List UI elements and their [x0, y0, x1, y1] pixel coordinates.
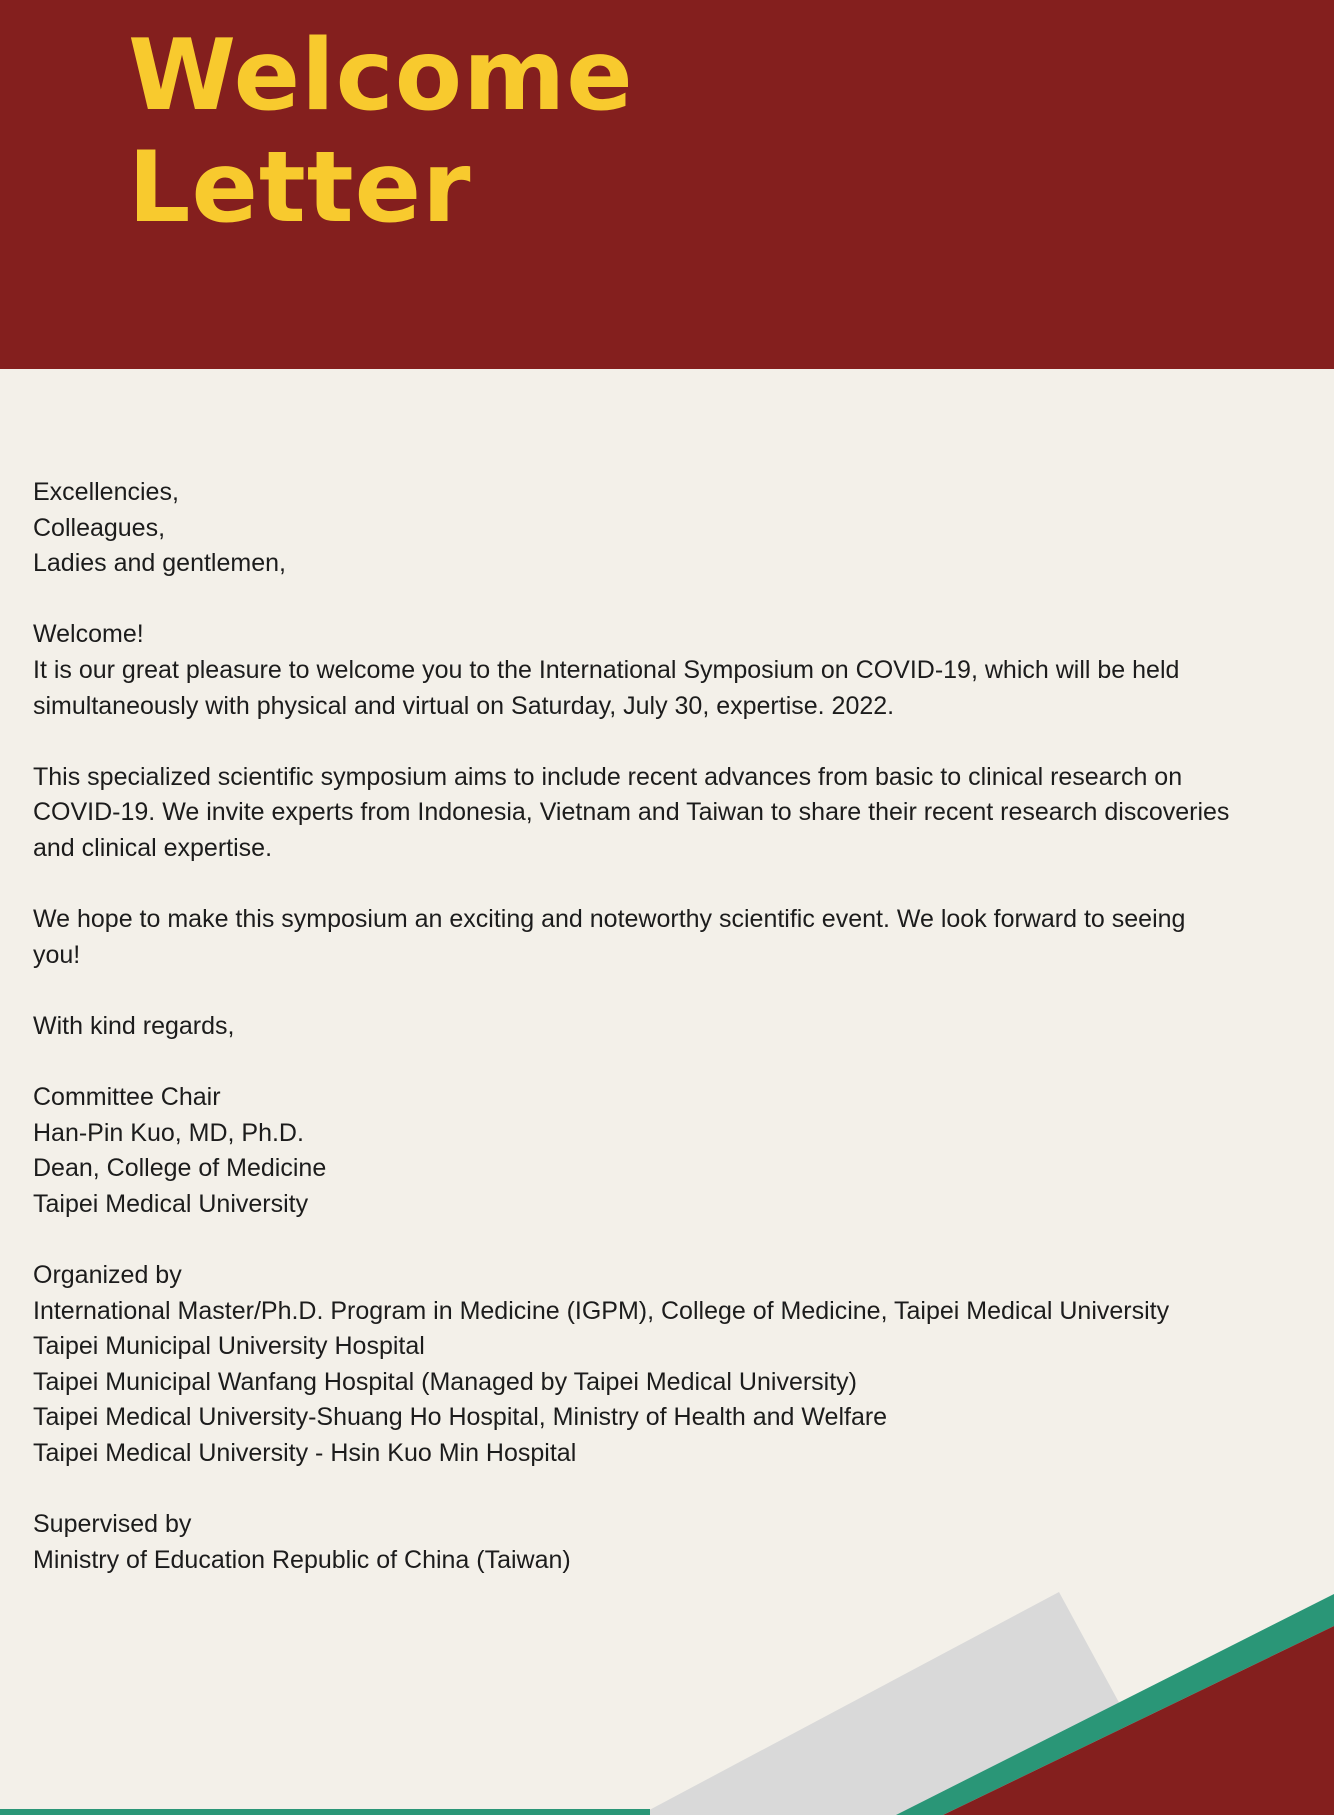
header-banner: [0, 0, 1334, 369]
closing-line: With kind regards,: [33, 1011, 235, 1040]
page-title: [128, 20, 634, 244]
salutation-line: Excellencies,: [33, 478, 179, 506]
title-line-1: Welcome: [128, 19, 634, 133]
aims-paragraph: [33, 760, 1303, 867]
intro-line: simultaneously with physical and virtual on Saturday, July 30, expertise. 2022.: [33, 691, 895, 720]
signature-line: Taipei Medical University: [33, 1189, 309, 1218]
aims-line: COVID-19. We invite experts from Indonesia, Vietnam and Taiwan to share their recent research discoveries: [33, 798, 1230, 827]
signature-block: [33, 1080, 1303, 1222]
organizer-item: Taipei Medical University-Shuang Ho Hospital, Ministry of Health and Welfare: [33, 1403, 888, 1432]
organizer-item: International Master/Ph.D. Program in Medicine (IGPM), College of Medicine, Taipei Medical University: [33, 1296, 1170, 1325]
green-stripe-shape: [896, 1594, 1334, 1815]
welcome-paragraph: [33, 617, 1303, 724]
red-corner-shape: [943, 1626, 1334, 1815]
welcome-line: Welcome!: [33, 620, 144, 649]
signature-line: Han-Pin Kuo, MD, Ph.D.: [33, 1118, 304, 1147]
hope-line: We hope to make this symposium an exciting and noteworthy scientific event. We look forward to seeing: [33, 905, 1186, 934]
supervised-heading: Supervised by: [33, 1510, 192, 1539]
organizer-item: Taipei Municipal Wanfang Hospital (Managed by Taipei Medical University): [33, 1367, 857, 1396]
signature-line: Dean, College of Medicine: [33, 1154, 327, 1183]
hope-paragraph: [33, 902, 1303, 973]
closing-block: [33, 1009, 1303, 1045]
green-bottom-line: [0, 1809, 650, 1815]
salutation-line: Colleagues,: [33, 513, 166, 542]
organized-heading: Organized by: [33, 1261, 182, 1290]
letter-body: [33, 475, 1303, 1614]
aims-line: and clinical expertise.: [33, 833, 273, 862]
aims-line: This specialized scientific symposium aims to include recent advances from basic to clinical research on: [33, 762, 1183, 791]
supervisor-item: Ministry of Education Republic of China (Taiwan): [33, 1545, 571, 1574]
salutation-block: [33, 475, 1303, 582]
organizers-block: [33, 1258, 1303, 1472]
gray-ribbon-shape: [640, 1592, 1122, 1815]
hope-line: you!: [33, 940, 81, 969]
organizer-item: Taipei Municipal University Hospital: [33, 1332, 425, 1361]
title-line-2: Letter: [128, 131, 472, 245]
organizer-item: Taipei Medical University - Hsin Kuo Min Hospital: [33, 1439, 577, 1468]
salutation-line: Ladies and gentlemen,: [33, 549, 286, 578]
signature-line: Committee Chair: [33, 1083, 221, 1112]
intro-line: It is our great pleasure to welcome you to the International Symposium on COVID-19, which will be held: [33, 655, 1180, 684]
supervisors-block: [33, 1507, 1303, 1578]
